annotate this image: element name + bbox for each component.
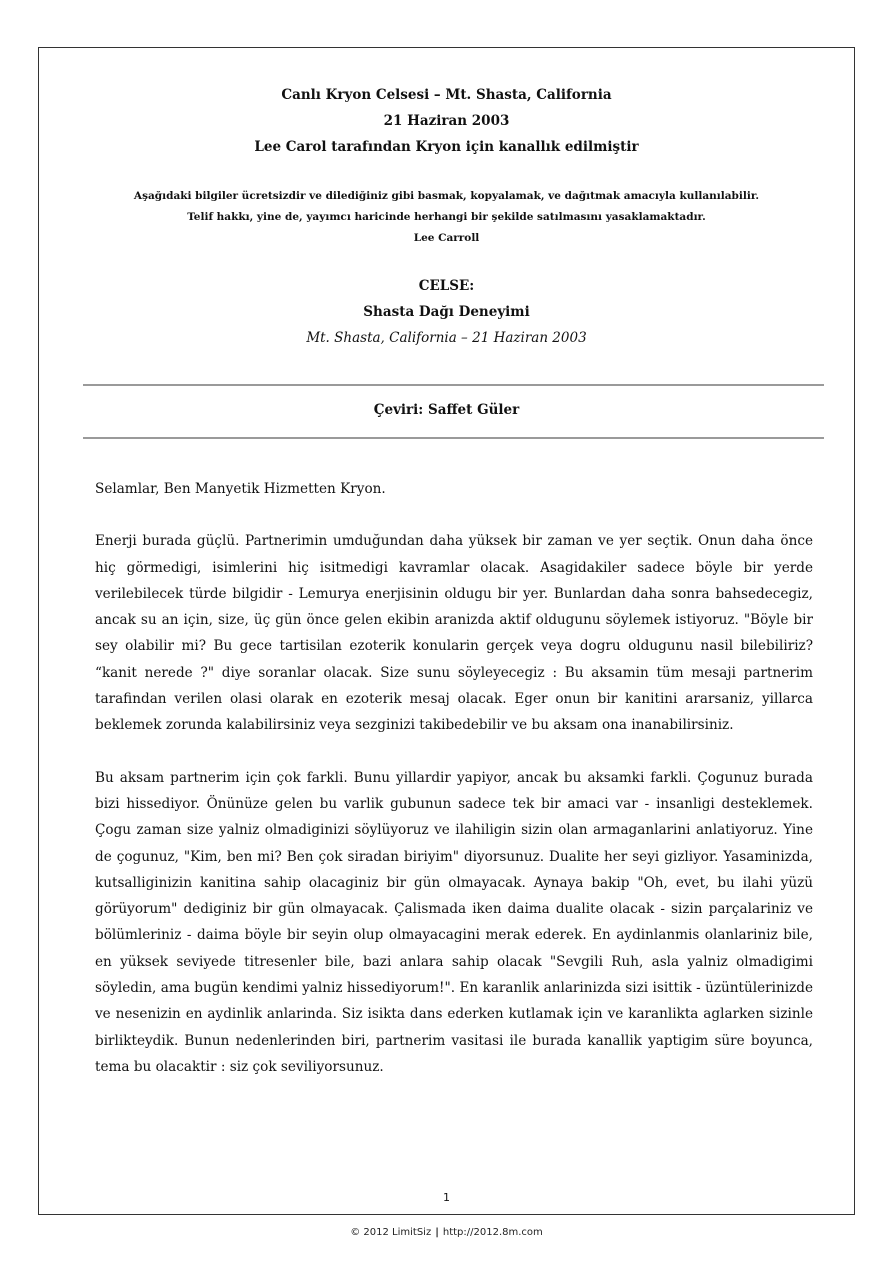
page-frame (38, 47, 855, 1215)
divider-bottom (83, 437, 824, 439)
page-number: 1 (443, 1191, 450, 1204)
page-footer (0, 1226, 893, 1240)
session-subtitle: Mt. Shasta, California – 21 Haziran 2003 (306, 330, 587, 346)
divider-top (83, 384, 824, 386)
footer-copyright: © 2012 LimitSiz (350, 1227, 432, 1238)
document-channel-credit: Lee Carol tarafından Kryon için kanallık edilmiştir (254, 139, 639, 155)
session-label: CELSE: (418, 278, 475, 294)
notice-line-usage: Aşağıdaki bilgiler ücretsizdir ve dilediğiniz gibi basmak, kopyalamak, ve dağıtmak amacıyla kullanılabilir. (133, 190, 760, 202)
document-title: Canlı Kryon Celsesi – Mt. Shasta, California (281, 87, 612, 103)
document-date: 21 Haziran 2003 (383, 113, 510, 129)
notice-line-author: Lee Carroll (413, 232, 480, 244)
copyright-notice (39, 186, 854, 249)
footer-link[interactable]: http://2012.8m.com (442, 1227, 543, 1238)
translator-credit: Çeviri: Saffet Güler (373, 402, 520, 418)
body-paragraph: Bu aksam partnerim için çok farkli. Bunu yillardir yapiyor, ancak bu aksamki farkli. Çogunuz burada bizi hissediyor. Önünüze gelen bu varlik gubunun sadece tek bir amaci var - insanligi desteklemek. Çogu zaman size yalniz olmadiginizi söylüyoruz ve ilahiligin sizin olan armaganlarini anlatiyoruz. Yine de çogunuz, "Kim, ben mi? Ben çok siradan biriyim" diyorsunuz. Dualite her seyi gizliyor. Yasaminizda, kutsalliginizin kanitina sahip olacaginiz bir gün olmayacak. Aynaya bakip "Oh, evet, bu ilahi yüzü görüyorum" dediginiz bir gün olmayacak. Çalismada iken daima dualite olacak - sizin parçalariniz ve bölümleriniz - daima böyle bir seyin olup olmayacagini merak ederek. En aydinlanmis olanlariniz bile, en yüksek seviyede titresenler bile, bazi anlara sahip olacak "Sevgili Ruh, asla yalniz olmadigimi söyledin, ama bugün kendimi yalniz hissediyorum!". En karanlik anlarinizda sizi isittik - üzüntülerinizde ve nesenizin en aydinlik anlarinda. Siz isikta dans ederken kutlamak için ve karanlikta aglarken sizinle birlikteydik. Bunun nedenlerinden biri, partnerim vasitasi ile burada kanallik yaptigim süre boyunca, tema bu olacaktir : siz çok seviliyorsunuz. (95, 769, 813, 1075)
notice-line-copyright: Telif hakkı, yine de, yayımcı haricinde herhangi bir şekilde satılmasını yasaklamaktadır. (187, 211, 706, 223)
body-greeting: Selamlar, Ben Manyetik Hizmetten Kryon. (95, 481, 386, 497)
body-paragraph: Enerji burada güçlü. Partnerimin umduğundan daha yüksek bir zaman ve yer seçtik. Onun daha önce hiç görmedigi, isimlerini hiç isitmedigi kavramlar olacak. Asagidakiler sadece böyle bir yerde verilebilecek türde bilgidir - Lemurya enerjisinin oldugu bir yer. Bunlardan daha sonra bahsedecegiz, ancak su an için, size, üç gün önce gelen ekibin aranizda aktif oldugunu söylemek istiyoruz. "Böyle bir sey olabilir mi? Bu gece tartisilan ezoterik konularin gerçek veya dogru oldugunu nasil bilebiliriz? “kanit nerede ?" diye soranlar olacak. Size sunu söyleyecegiz : Bu aksamin tüm mesaji partnerim tarafindan verilen olasi olarak en ezoterik mesaj olacak. Eger onun bir kanitini ararsaniz, yillarca beklemek zorunda kalabilirsiniz veya sezginizi takibedebilir ve bu aksam ona inanabilirsiniz. (95, 533, 813, 734)
session-title: Shasta Dağı Deneyimi (363, 304, 530, 320)
document-body (95, 476, 813, 1106)
session-header (39, 273, 854, 351)
document-header (39, 82, 854, 160)
footer-separator: | (435, 1227, 439, 1238)
